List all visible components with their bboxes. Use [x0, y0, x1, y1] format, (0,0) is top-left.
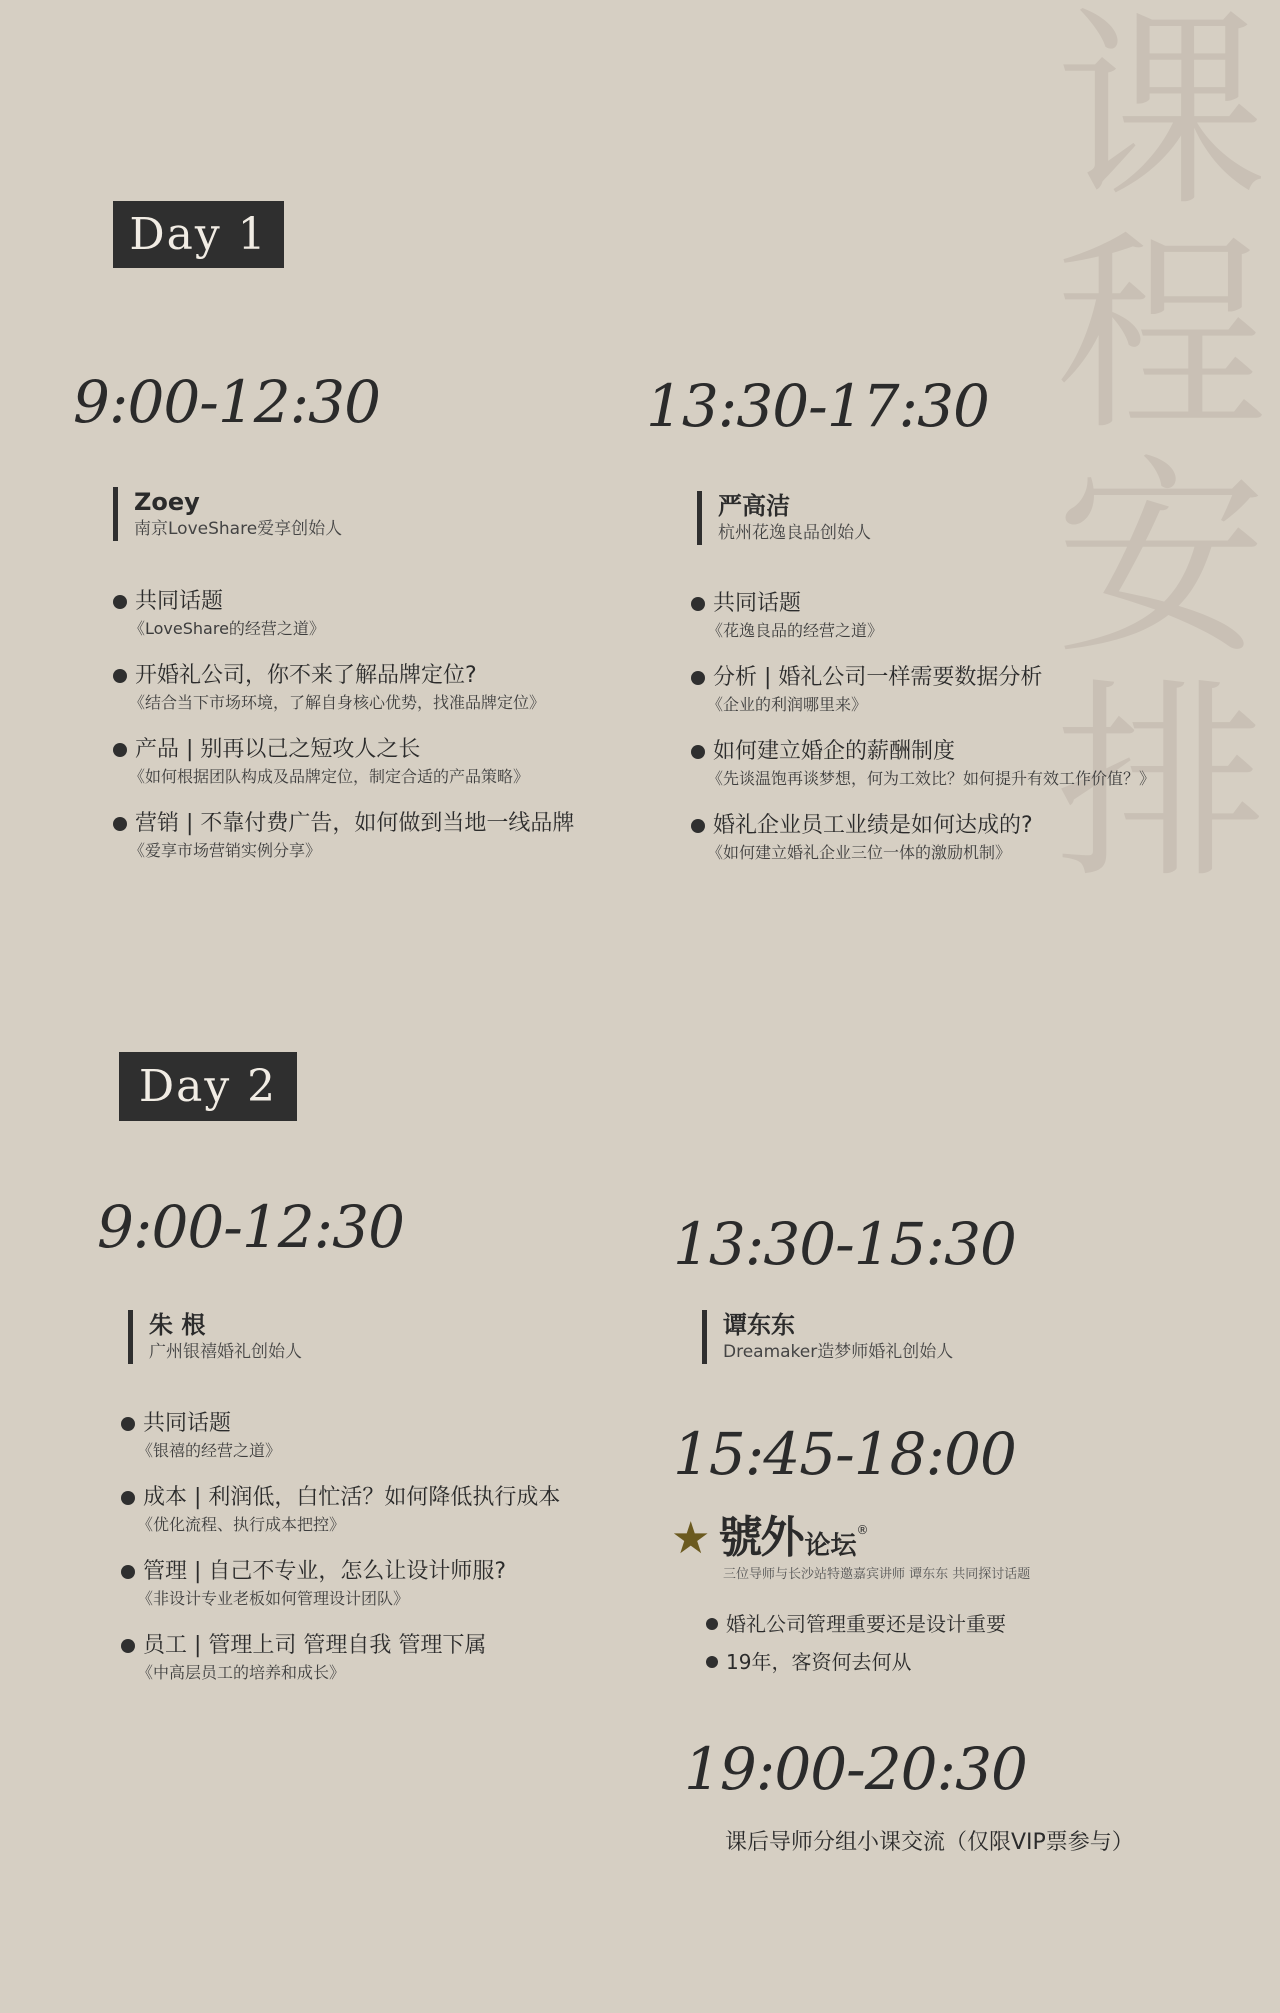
topic-title: 员工 | 管理上司 管理自我 管理下属	[143, 1633, 487, 1658]
bullet-dot	[691, 671, 705, 685]
speaker-name: 严高洁	[718, 492, 790, 520]
day1-afternoon-speaker	[697, 491, 871, 545]
speaker-role: 南京LoveShare爱享创始人	[134, 519, 343, 539]
speaker-name: 谭东东	[723, 1311, 795, 1339]
bullet-dot	[691, 745, 705, 759]
speaker-name: Zoey	[134, 488, 200, 516]
topic-subtitle: 《优化流程、执行成本把控》	[137, 1515, 346, 1534]
day2-evening-note: 课后导师分组小课交流（仅限VIP票参与）	[725, 1830, 1134, 1855]
watermark-title: 课程安排	[1055, 0, 1267, 907]
forum-description: 三位导师与长沙站特邀嘉宾讲师 谭东东 共同探讨话题	[723, 1567, 1031, 1582]
topic-subtitle: 《结合当下市场环境，了解自身核心优势，找准品牌定位》	[129, 693, 546, 712]
speaker-name: 朱 根	[149, 1311, 206, 1339]
forum-brand-small: 论坛	[804, 1531, 857, 1561]
topic-subtitle: 《花逸良品的经营之道》	[707, 621, 884, 640]
topic-title: 婚礼企业员工业绩是如何达成的?	[713, 813, 1033, 838]
bullet-dot	[706, 1618, 718, 1630]
day2-morning-speaker	[128, 1310, 302, 1364]
day1-morning-topics	[113, 587, 574, 883]
speaker-role: 广州银禧婚礼创始人	[149, 1342, 302, 1362]
topic-title: 如何建立婚企的薪酬制度	[713, 739, 956, 764]
day2-afternoon-speaker	[702, 1310, 953, 1364]
forum-topic-text: 婚礼公司管理重要还是设计重要	[726, 1612, 1006, 1636]
day2-badge: Day 2	[119, 1052, 297, 1121]
bullet-dot	[113, 595, 127, 609]
topic-item	[691, 589, 1155, 643]
topic-title: 成本 | 利润低，白忙活？如何降低执行成本	[143, 1485, 561, 1510]
topic-item	[121, 1409, 560, 1463]
speaker-role: 杭州花逸良品创始人	[718, 523, 871, 543]
star-icon: ★	[671, 1513, 711, 1564]
topic-title: 营销 | 不靠付费广告，如何做到当地一线品牌	[135, 811, 575, 836]
topic-item	[121, 1557, 560, 1611]
day1-afternoon-time: 13:30-17:30	[646, 372, 989, 440]
forum-logo	[671, 1513, 1091, 1563]
bullet-dot	[121, 1417, 135, 1431]
bullet-dot	[691, 597, 705, 611]
bullet-dot	[113, 743, 127, 757]
topic-item	[121, 1631, 560, 1685]
topic-item	[113, 661, 574, 715]
topic-item	[691, 663, 1155, 717]
topic-subtitle: 《企业的利润哪里来》	[707, 695, 868, 714]
day2-morning-time: 9:00-12:30	[97, 1193, 404, 1261]
topic-title: 共同话题	[143, 1411, 232, 1436]
bullet-dot	[706, 1656, 718, 1668]
bullet-dot	[113, 669, 127, 683]
topic-subtitle: 《中高层员工的培养和成长》	[137, 1663, 346, 1682]
speaker-role: Dreamaker造梦师婚礼创始人	[723, 1342, 954, 1362]
topic-subtitle: 《银禧的经营之道》	[137, 1441, 282, 1460]
bullet-dot	[691, 819, 705, 833]
topic-subtitle: 《LoveShare的经营之道》	[129, 619, 325, 638]
bullet-dot	[121, 1565, 135, 1579]
topic-title: 共同话题	[135, 589, 224, 614]
topic-subtitle: 《爱享市场营销实例分享》	[129, 841, 322, 860]
topic-item	[691, 737, 1155, 791]
day2-evening-time: 19:00-20:30	[684, 1735, 1027, 1803]
topic-item	[113, 735, 574, 789]
topic-title: 共同话题	[713, 591, 802, 616]
forum-topic-item	[706, 1648, 1006, 1676]
topic-item	[113, 587, 574, 641]
topic-subtitle: 《非设计专业老板如何管理设计团队》	[137, 1589, 410, 1608]
topic-subtitle: 《先谈温饱再谈梦想，何为工效比？如何提升有效工作价值？》	[707, 769, 1156, 788]
topic-title: 管理 | 自己不专业，怎么让设计师服?	[143, 1559, 507, 1584]
forum-topics	[706, 1610, 1006, 1686]
topic-item	[691, 811, 1155, 865]
topic-title: 分析 | 婚礼公司一样需要数据分析	[713, 665, 1043, 690]
topic-subtitle: 《如何根据团队构成及品牌定位，制定合适的产品策略》	[129, 767, 530, 786]
forum-block	[671, 1513, 1091, 1585]
day1-morning-speaker	[113, 487, 342, 541]
registered-mark: ®	[856, 1523, 869, 1537]
bullet-dot	[121, 1491, 135, 1505]
topic-item	[113, 809, 574, 863]
day2-afternoon-time: 13:30-15:30	[673, 1210, 1016, 1278]
forum-brand-big: 號外	[718, 1512, 803, 1563]
day2-forum-time: 15:45-18:00	[673, 1420, 1016, 1488]
day1-afternoon-topics	[691, 589, 1155, 885]
topic-title: 开婚礼公司，你不来了解品牌定位?	[135, 663, 477, 688]
topic-item	[121, 1483, 560, 1537]
day1-morning-time: 9:00-12:30	[73, 368, 380, 436]
topic-title: 产品 | 别再以己之短攻人之长	[135, 737, 421, 762]
forum-topic-text: 19年，客资何去何从	[726, 1650, 912, 1674]
topic-subtitle: 《如何建立婚礼企业三位一体的激励机制》	[707, 843, 1012, 862]
day2-morning-topics	[121, 1409, 560, 1705]
forum-topic-item	[706, 1610, 1006, 1638]
bullet-dot	[113, 817, 127, 831]
day1-badge: Day 1	[113, 201, 284, 268]
bullet-dot	[121, 1639, 135, 1653]
